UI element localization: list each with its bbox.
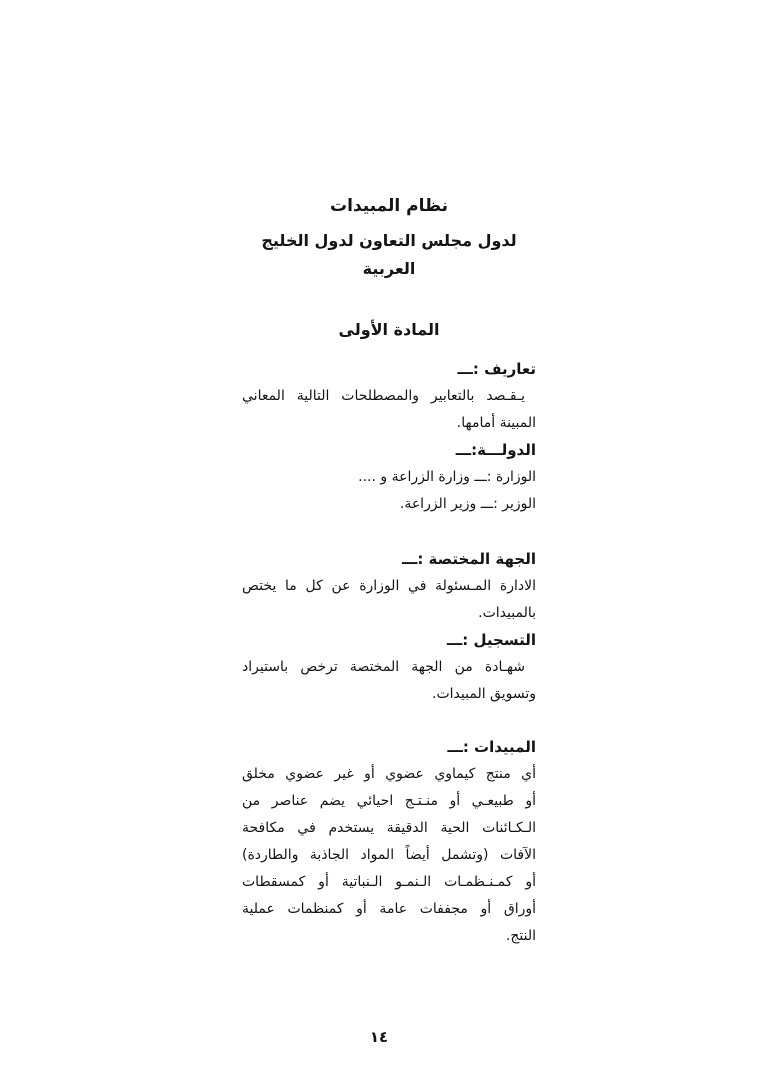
body-line: المبينة أمامها. xyxy=(456,415,536,431)
body-line: الآفات (وتشمل أيضاً المواد الجاذبة والطاردة) xyxy=(242,847,536,863)
body-line: الـكـائنات الحية الدقيقة يستخدم في مكافحة xyxy=(242,820,536,836)
body-line: الادارة المـسئولة في الوزارة عن كل ما يختص xyxy=(242,578,536,594)
body-line: أوراق أو مجففات عامة أو كمنظمات عملية xyxy=(242,901,536,917)
document-subtitle: لدول مجلس التعاون لدول الخليج العربية xyxy=(261,231,517,278)
article-heading: المادة الأولى xyxy=(338,320,440,339)
section-registration xyxy=(242,627,536,708)
section-state xyxy=(242,437,536,518)
section-definitions xyxy=(242,356,536,437)
body-line: أي منتج كيماوي عضوي أو غير عضوي مخلق xyxy=(242,766,536,782)
body-line: وتسويق المبيدات. xyxy=(432,686,536,702)
section-competent-authority xyxy=(242,546,536,627)
document-title: نظام المبيدات xyxy=(330,196,448,216)
body-line: أو طبيعـي أو منـتـج احيائي يضم عناصر من xyxy=(242,793,536,809)
section-pesticides xyxy=(242,734,536,950)
page-number: ١٤ xyxy=(369,1028,389,1046)
body-line: الوزير :ـــ وزير الزراعة. xyxy=(399,496,536,512)
section-heading: الجهة المختصة :ـــ xyxy=(401,550,536,568)
body-line: النتج. xyxy=(505,928,536,944)
section-heading: الدولـــة:ـــ xyxy=(455,441,536,459)
section-heading: المبيدات :ـــ xyxy=(447,738,536,756)
body-line: يـقـصد بالتعابير والمصطلحات التالية المعاني xyxy=(242,388,525,404)
section-heading: تعاريف :ـــ xyxy=(457,360,536,378)
document-content xyxy=(242,0,536,950)
body-line: الوزارة :ـــ وزارة الزراعة و .... xyxy=(358,469,536,485)
body-line: بالمبيدات. xyxy=(478,605,536,621)
body-line: شهـادة من الجهة المختصة ترخص باستيراد xyxy=(242,659,525,675)
section-heading: التسجيل :ـــ xyxy=(446,631,536,649)
body-line: أو كمـنـظمـات الـنمـو الـنباتية أو كمسقطات xyxy=(242,874,536,890)
